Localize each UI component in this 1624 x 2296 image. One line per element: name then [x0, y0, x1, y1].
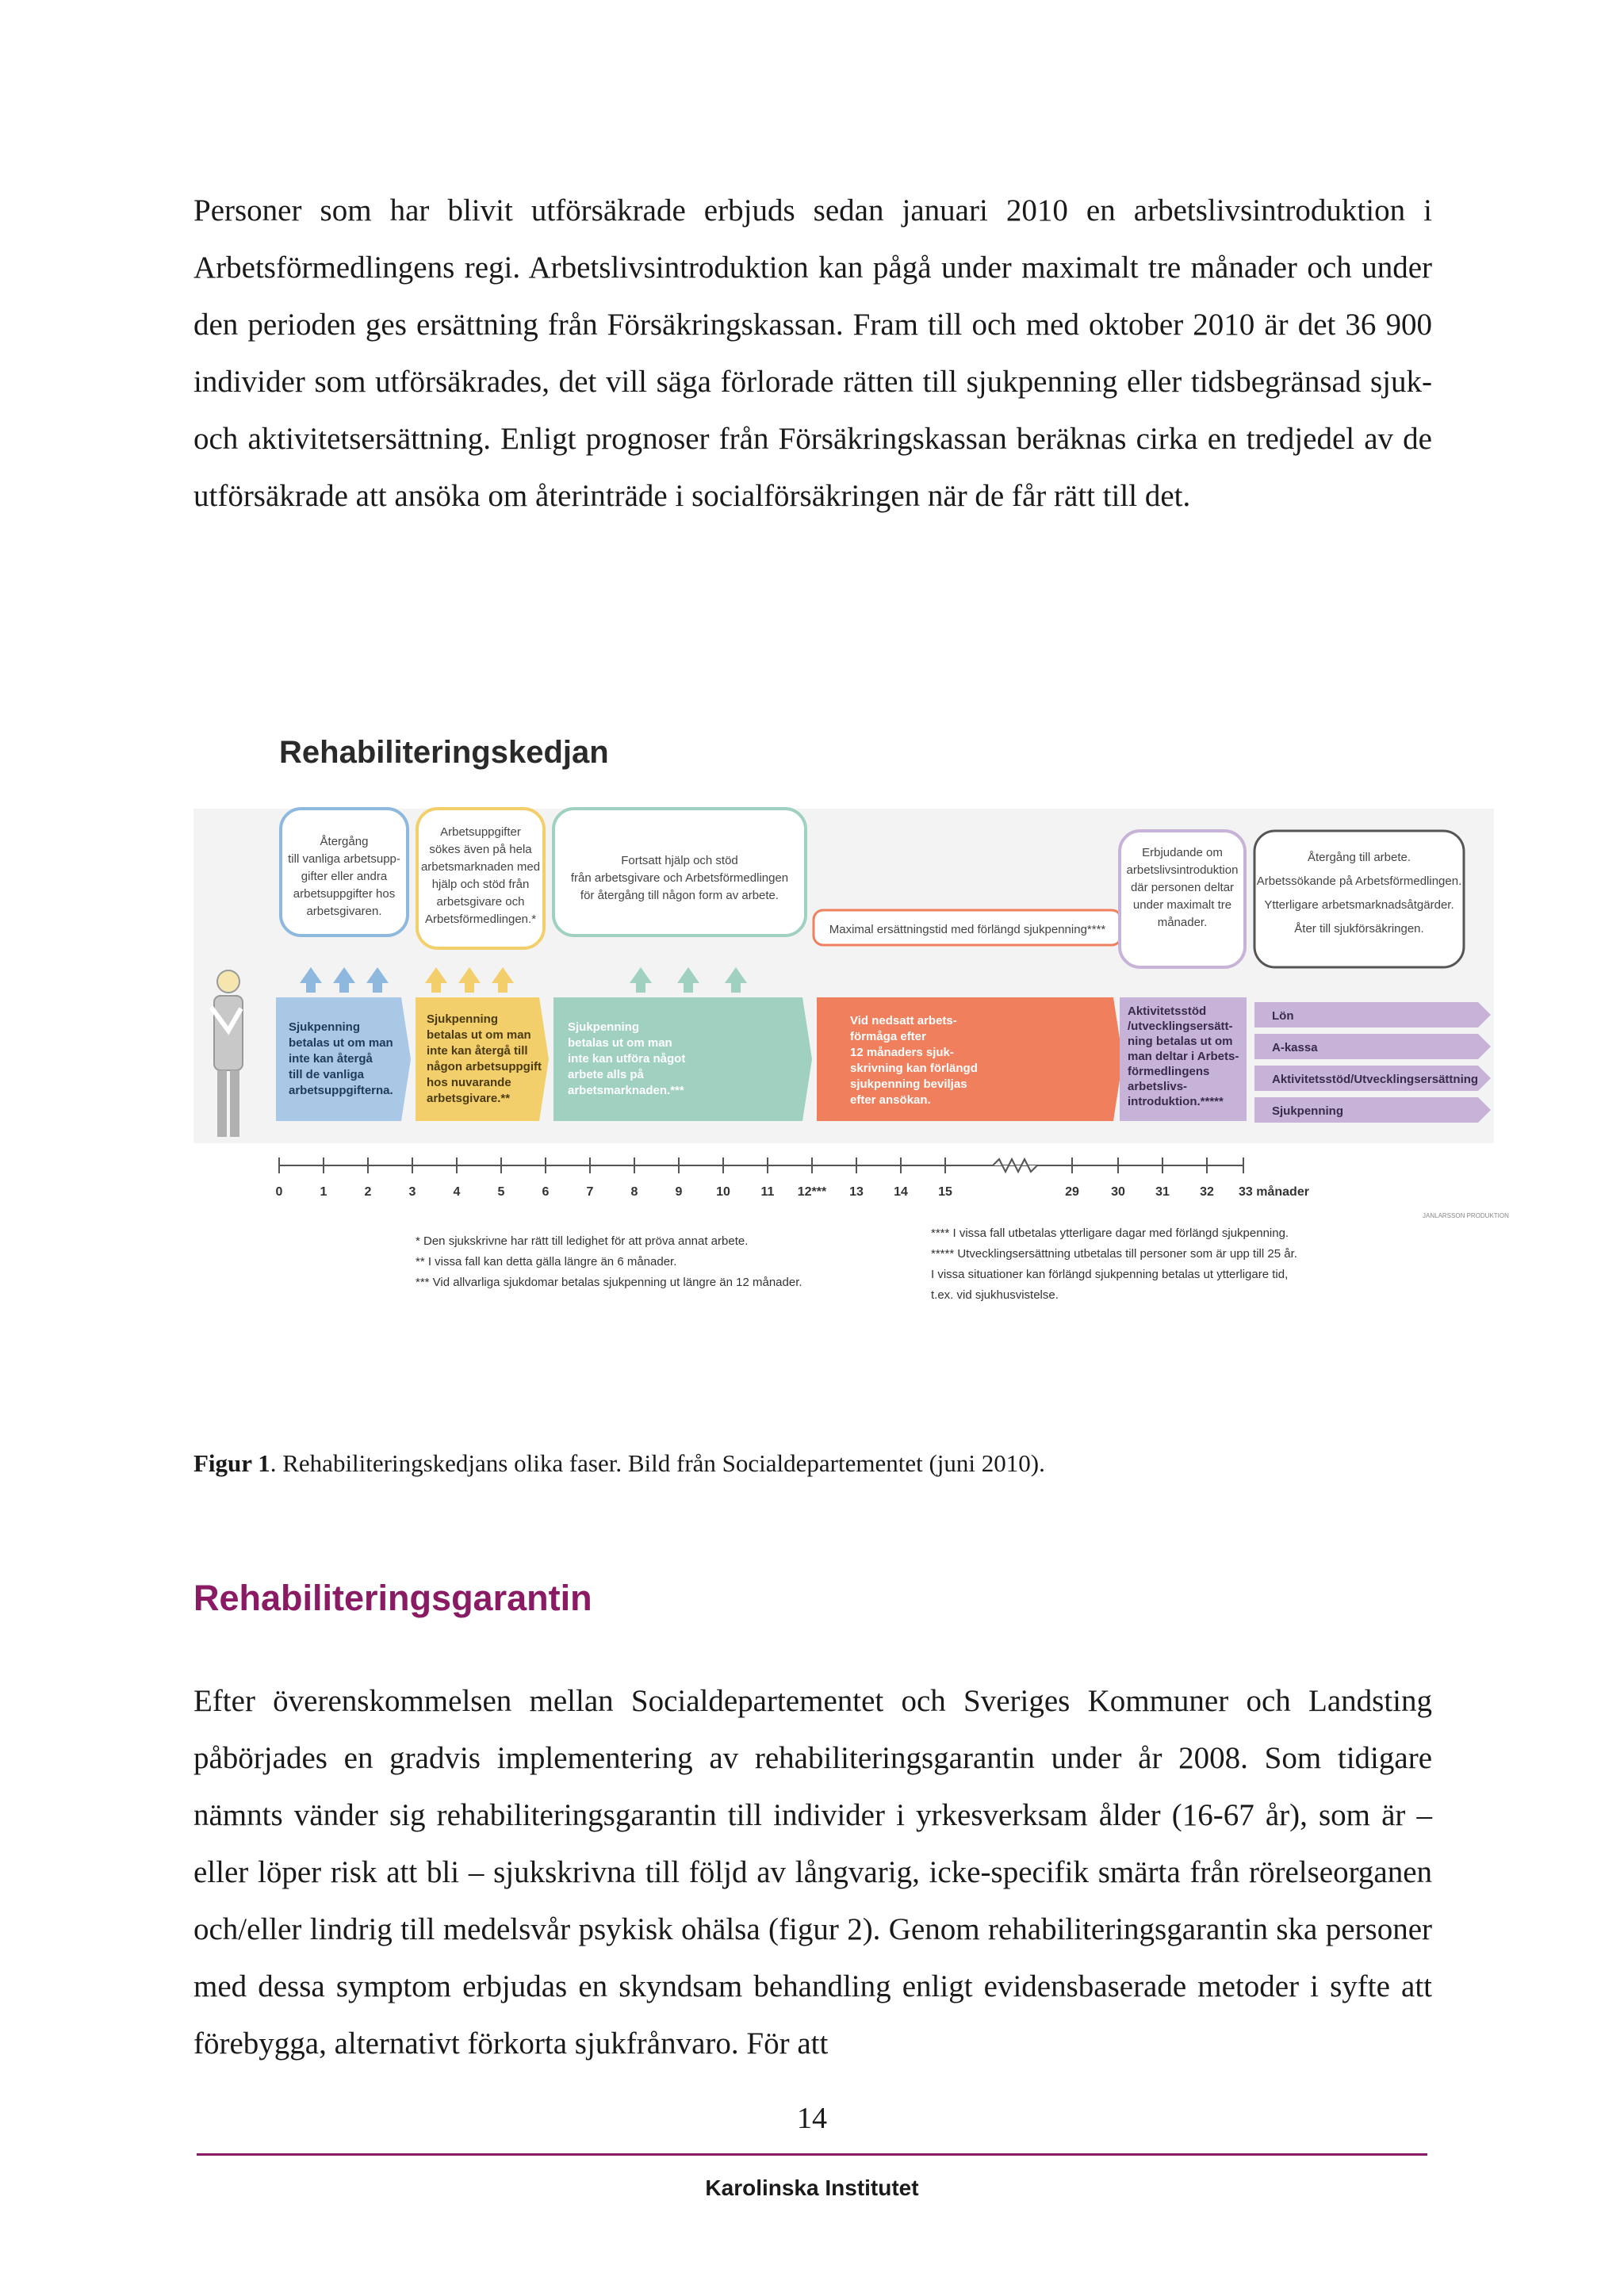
- fnl-line: * Den sjukskrivne har rätt till ledighet för att pröva annat arbete.: [416, 1234, 749, 1248]
- c6-line: Åter till sjukförsäkringen.: [1294, 922, 1424, 936]
- p4-line: Vid nedsatt arbets-: [850, 1014, 957, 1027]
- footer-divider: [197, 2153, 1427, 2156]
- fnl-line: *** Vid allvarliga sjukdomar betalas sjukpenning ut längre än 12 månader.: [416, 1276, 802, 1289]
- timeline-label: 32: [1200, 1185, 1214, 1199]
- timeline-label: 11: [760, 1185, 775, 1199]
- diagram-title: Rehabiliteringskedjan: [279, 735, 609, 770]
- timeline-label: 12***: [797, 1185, 827, 1199]
- fnr-line: **** I vissa fall utbetalas ytterligare dagar med förlängd sjukpenning.: [931, 1226, 1289, 1240]
- p3-line: arbetsmarknaden.***: [568, 1084, 684, 1097]
- timeline-label: 10: [716, 1185, 730, 1199]
- c2-line: sökes även på hela: [429, 843, 532, 856]
- p2-line: betalas ut om man: [427, 1028, 531, 1042]
- outcome-lon: Lön: [1272, 1009, 1294, 1023]
- c5-line: där personen deltar: [1130, 881, 1235, 894]
- timeline-label: 2: [364, 1185, 372, 1199]
- c6-line: Arbetssökande på Arbetsförmedlingen.: [1256, 874, 1462, 888]
- p5-line: arbetslivs-: [1128, 1080, 1188, 1093]
- timeline-label: 4: [453, 1185, 461, 1199]
- p5-line: ning betalas ut om: [1128, 1035, 1233, 1048]
- c3-line: Fortsatt hjälp och stöd: [621, 854, 738, 867]
- c2-line: hjälp och stöd från: [431, 878, 530, 891]
- c1-line: arbetsuppgifter hos: [293, 887, 396, 901]
- p2-line: Sjukpenning: [427, 1012, 498, 1026]
- c3-line: från arbetsgivare och Arbetsförmedlingen: [570, 871, 789, 885]
- fnr-line: ***** Utvecklingsersättning utbetalas till personer som är upp till 25 år.: [931, 1247, 1297, 1261]
- up-arrows-yellow: [425, 967, 514, 993]
- c2-line: Arbetsförmedlingen.*: [424, 913, 537, 926]
- up-arrows-blue: [300, 967, 389, 993]
- p5-line: /utvecklingsersätt-: [1128, 1020, 1233, 1033]
- body-paragraph-1: Personer som har blivit utförsäkrade erbjuds sedan januari 2010 en arbetslivsintroduktion i Arbetsförmedlingens regi. Arbetslivsintroduktion kan pågå under maximalt tre månader och under den perioden ges ersättning från Försäkringskassan. Fram till och med oktober 2010 är det 36 900 individer som utförsäkrades, det vill säga förlorade rätten till sjukpenning eller tidsbegränsad sjuk- och aktivitetsersättning. Enligt prognoser från Försäkringskassan beräknas cirka en tredjedel av de utförsäkrade att ansöka om återinträde i socialförsäkringen när de får rätt till det.: [193, 193, 1432, 513]
- timeline-label: 8: [630, 1185, 638, 1199]
- timeline-label: 30: [1111, 1185, 1125, 1199]
- c5-line: under maximalt tre: [1132, 898, 1232, 912]
- p3-line: inte kan utföra något: [568, 1052, 686, 1066]
- diagram-credit: JANLARSSON PRODUKTION: [1423, 1212, 1509, 1219]
- timeline-label: 0: [275, 1185, 283, 1199]
- section-heading: Rehabiliteringsgarantin: [193, 1578, 592, 1618]
- c5-line: Erbjudande om: [1142, 846, 1223, 859]
- caption-text: . Rehabiliteringskedjans olika faser. Bild från Socialdepartementet (juni 2010).: [270, 1449, 1045, 1477]
- c1-line: till vanliga arbetsupp-: [288, 852, 400, 866]
- timeline-label: 15: [938, 1185, 952, 1199]
- timeline-label: 14: [894, 1185, 908, 1199]
- p1-line: Sjukpenning: [289, 1020, 360, 1034]
- footnotes-left: [416, 1234, 802, 1289]
- c3-line: för återgång till någon form av arbete.: [580, 889, 779, 902]
- c1-line: arbetsgivaren.: [306, 905, 382, 918]
- timeline-break: [993, 1159, 1037, 1172]
- p1-line: inte kan återgå: [289, 1052, 373, 1066]
- p5-line: introduktion.*****: [1128, 1095, 1224, 1108]
- p5-line: förmedlingens: [1128, 1065, 1210, 1078]
- c2-line: Arbetsuppgifter: [440, 825, 521, 839]
- p4-line: sjukpenning beviljas: [850, 1077, 967, 1091]
- outcome-a-kassa: A-kassa: [1272, 1041, 1318, 1054]
- c6-line: Ytterligare arbetsmarknadsåtgärder.: [1264, 898, 1454, 912]
- p4-line: förmåga efter: [850, 1030, 926, 1043]
- c5-line: arbetslivsintroduktion: [1126, 863, 1239, 877]
- timeline-label: 13: [849, 1185, 864, 1199]
- outcome-sjukpenning: Sjukpenning: [1272, 1104, 1343, 1118]
- page-number: 14: [797, 2102, 827, 2135]
- p3-line: Sjukpenning: [568, 1020, 639, 1034]
- p4-line: efter ansökan.: [850, 1093, 931, 1107]
- fnl-line: ** I vissa fall kan detta gälla längre än 6 månader.: [416, 1255, 677, 1269]
- p2-line: arbetsgivare.**: [427, 1092, 511, 1105]
- timeline-ticks: [276, 1158, 1309, 1199]
- p2-line: inte kan återgå till: [427, 1044, 528, 1058]
- p1-line: betalas ut om man: [289, 1036, 393, 1050]
- timeline-label: 7: [586, 1185, 594, 1199]
- p5-line: man deltar i Arbets-: [1128, 1050, 1239, 1063]
- body-paragraph-2: Efter överenskommelsen mellan Socialdepartementet och Sveriges Kommuner och Landsting påbörjades en gradvis implementering av rehabiliteringsgarantin under år 2008. Som tidigare nämnts vänder sig rehabiliteringsgarantin till individer i yrkesverksam ålder (16-67 år), som är – eller löper risk att bli – sjukskrivna till följd av långvarig, icke-specifik smärta från rörelseorganen och/eller lindrig till medelsvår psykisk ohälsa (figur 2). Genom rehabiliteringsgarantin ska personer med dessa symptom erbjudas en skyndsam behandling enligt evidensbaserade metoder i syfte att förebygga, alternativt förkorta sjukfrånvaro. För att: [193, 1684, 1432, 2061]
- timeline-label: 1: [320, 1185, 327, 1199]
- timeline-label: 31: [1155, 1185, 1170, 1199]
- p3-line: betalas ut om man: [568, 1036, 672, 1050]
- footnotes-right: [931, 1226, 1297, 1302]
- p4-line: 12 månaders sjuk-: [850, 1046, 954, 1059]
- footer-institution: Karolinska Institutet: [705, 2175, 919, 2200]
- p2-line: hos nuvarande: [427, 1076, 511, 1089]
- fnr-line: I vissa situationer kan förlängd sjukpenning betalas ut ytterligare tid,: [931, 1268, 1289, 1281]
- figure-caption: [193, 1449, 1045, 1478]
- figure-rehabiliteringskedjan: [193, 714, 1509, 1324]
- c1-line: gifter eller andra: [301, 870, 388, 883]
- p1-line: arbetsuppgifterna.: [289, 1084, 393, 1097]
- rehab-chain-diagram: [193, 714, 1509, 1324]
- p3-line: arbete alls på: [568, 1068, 644, 1081]
- c5-line: månader.: [1157, 916, 1208, 929]
- c1-line: Återgång: [320, 835, 369, 848]
- timeline-label: 3: [408, 1185, 416, 1199]
- outcome-aktivitetsstod: Aktivitetsstöd/Utvecklingsersättning: [1272, 1073, 1479, 1086]
- timeline-label: 5: [497, 1185, 505, 1199]
- timeline-label: 9: [675, 1185, 683, 1199]
- c2-line: arbetsgivare och: [436, 895, 525, 909]
- timeline-label: 33 månader: [1239, 1185, 1309, 1199]
- c2-line: arbetsmarknaden med: [420, 860, 541, 874]
- timeline-label: 29: [1065, 1185, 1079, 1199]
- timeline-label: 6: [542, 1185, 550, 1199]
- c6-line: Återgång till arbete.: [1307, 851, 1411, 864]
- p1-line: till de vanliga: [289, 1068, 365, 1081]
- p4-line: skrivning kan förlängd: [850, 1062, 978, 1075]
- p2-line: någon arbetsuppgift: [427, 1060, 542, 1073]
- caption-label: Figur 1: [193, 1449, 270, 1477]
- callout-4-text: Maximal ersättningstid med förlängd sjukpenning****: [829, 923, 1106, 936]
- fnr-line: t.ex. vid sjukhusvistelse.: [931, 1288, 1059, 1302]
- p5-line: Aktivitetsstöd: [1128, 1004, 1207, 1018]
